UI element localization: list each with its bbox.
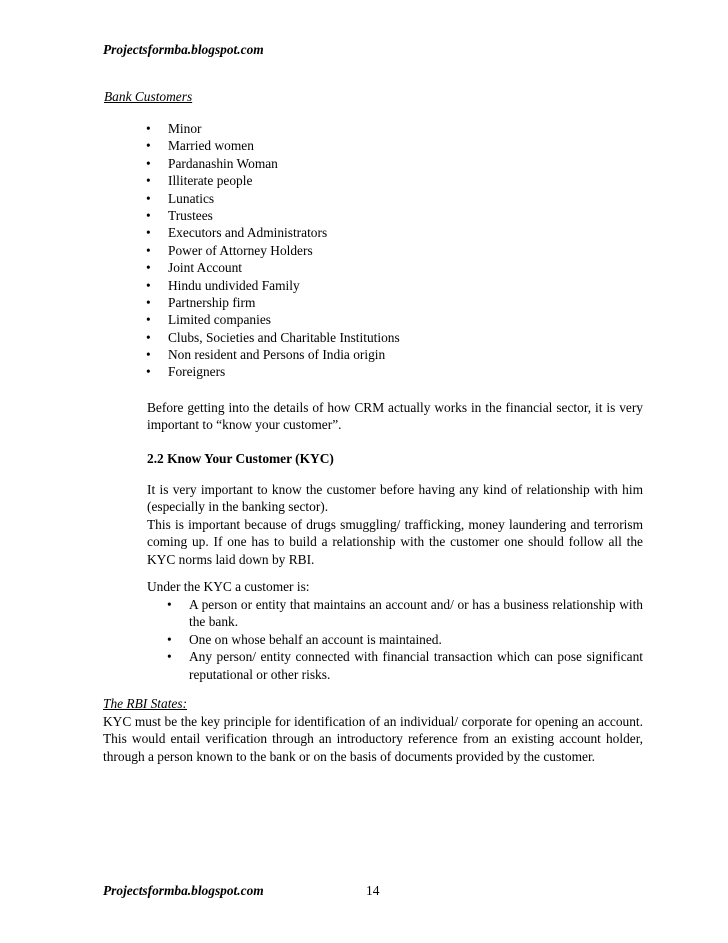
rbi-paragraph: KYC must be the key principle for identification of an individual/ corporate for opening an account. This would entail verification through an introductory reference from an existing account holder, through a person known to the bank or on the basis of documents provided by the customer. xyxy=(103,714,643,764)
bullet-icon: • xyxy=(146,225,151,241)
list-item: • Limited companies xyxy=(146,312,272,328)
bank-customers-title: Bank Customers xyxy=(104,89,193,104)
kyc-body xyxy=(147,481,643,568)
list-item: • Pardanashin Woman xyxy=(146,155,278,171)
bullet-icon: • xyxy=(146,294,151,310)
list-item: • Hindu undivided Family xyxy=(146,277,300,293)
bullet-icon: • xyxy=(146,277,151,293)
list-item: • Illiterate people xyxy=(146,173,253,189)
bullet-icon: • xyxy=(146,242,151,258)
kyc-customer-list xyxy=(167,596,643,683)
list-item: • Any person/ entity connected with financial transaction which can pose significant reputational or other risks. xyxy=(167,649,643,682)
bullet-icon: • xyxy=(146,121,151,136)
bank-customers-list xyxy=(146,120,400,381)
list-item: • Trustees xyxy=(146,207,213,223)
list-item: • Power of Attorney Holders xyxy=(146,242,313,258)
page-number: 14 xyxy=(366,883,380,898)
bullet-icon: • xyxy=(146,173,151,189)
kyc-under-text: Under the KYC a customer is: xyxy=(147,579,310,594)
bullet-icon: • xyxy=(146,312,151,328)
bullet-icon: • xyxy=(146,138,151,154)
kyc-paragraph-1: It is very important to know the customer before having any kind of relationship with him (especially in the banking sector). xyxy=(147,482,643,515)
bullet-icon: • xyxy=(146,364,151,380)
footer-site: Projectsformba.blogspot.com xyxy=(103,883,264,898)
bullet-icon: • xyxy=(146,329,151,345)
rbi-title: The RBI States: xyxy=(103,696,188,711)
list-item: • Married women xyxy=(146,138,254,154)
bullet-icon: • xyxy=(167,631,172,647)
list-item: • Partnership firm xyxy=(146,294,256,310)
bullet-icon: • xyxy=(146,155,151,171)
list-item: • Joint Account xyxy=(146,260,243,276)
list-item: • Clubs, Societies and Charitable Institutions xyxy=(146,329,400,345)
list-item: • Non resident and Persons of India origin xyxy=(146,347,386,363)
list-item: • Executors and Administrators xyxy=(146,225,328,241)
list-item: • Lunatics xyxy=(146,190,215,206)
bullet-icon: • xyxy=(146,347,151,363)
intro-paragraph: Before getting into the details of how CRM actually works in the financial sector, it is very important to “know your customer”. xyxy=(147,400,643,433)
list-item: • One on whose behalf an account is maintained. xyxy=(167,631,442,647)
header-site: Projectsformba.blogspot.com xyxy=(103,42,264,57)
kyc-heading: 2.2 Know Your Customer (KYC) xyxy=(147,451,334,466)
list-item: • Minor xyxy=(146,121,202,136)
bullet-icon: • xyxy=(146,190,151,206)
bullet-icon: • xyxy=(167,649,172,665)
bullet-icon: • xyxy=(167,597,172,612)
list-item: • A person or entity that maintains an account and/ or has a business relationship with the bank. xyxy=(167,597,643,630)
bullet-icon: • xyxy=(146,207,151,223)
list-item: • Foreigners xyxy=(146,364,226,380)
bullet-icon: • xyxy=(146,260,151,276)
kyc-paragraph-2: This is important because of drugs smuggling/ trafficking, money laundering and terrorism coming up. If one has to build a relationship with the customer one should follow all the KYC norms laid down by RBI. xyxy=(147,516,643,567)
